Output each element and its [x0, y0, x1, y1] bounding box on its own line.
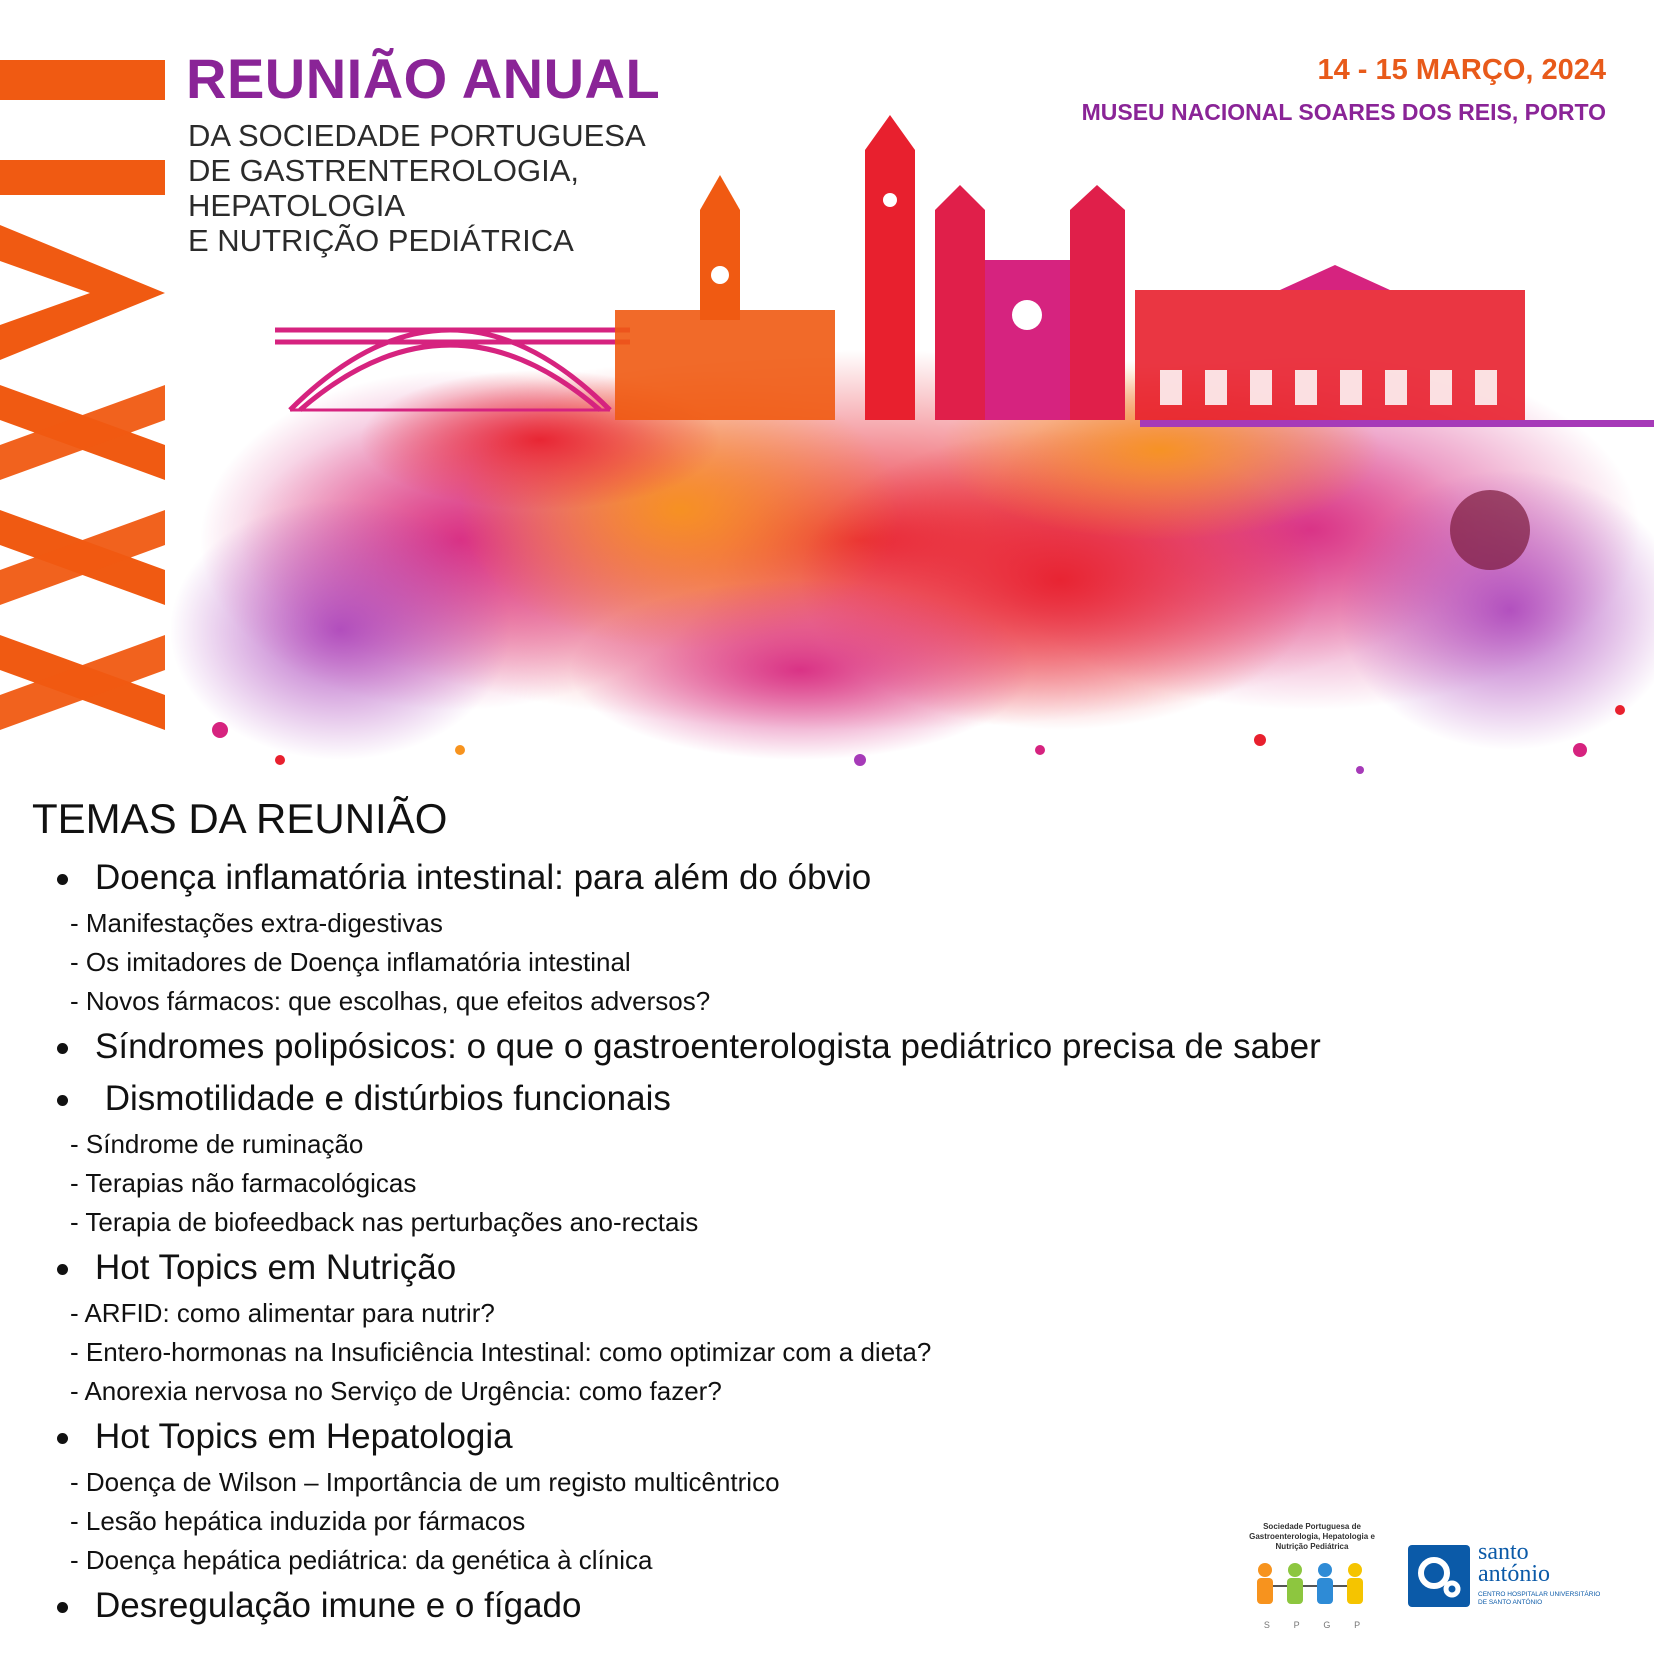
topic-title: Hot Topics em Nutrição	[95, 1248, 457, 1287]
santo-antonio-icon	[1408, 1545, 1470, 1607]
spgp-logo	[1242, 1522, 1382, 1630]
subtitle-line: DE GASTRENTEROLOGIA,	[188, 153, 580, 188]
event-date: 14 - 15 MARÇO, 2024	[1317, 54, 1606, 86]
subtopic: - Manifestações extra-digestivas	[70, 908, 443, 938]
topic-item	[0, 852, 1654, 1021]
museum-illustration	[1135, 265, 1654, 427]
santo-antonio-logo	[1408, 1539, 1648, 1615]
spgp-letter: P	[1354, 1620, 1361, 1630]
bullet-icon	[57, 1602, 68, 1613]
spgp-letter: G	[1323, 1620, 1331, 1630]
themes-title: TEMAS DA REUNIÃO	[32, 795, 448, 842]
subtopic: - Síndrome de ruminação	[70, 1129, 364, 1159]
event-title: REUNIÃO ANUAL	[186, 47, 661, 110]
santo-antonio-name	[1478, 1541, 1588, 1585]
topic-item	[0, 1242, 1654, 1411]
cathedral-illustration	[935, 185, 1125, 420]
bullet-icon	[57, 1264, 68, 1275]
event-venue: MUSEU NACIONAL SOARES DOS REIS, PORTO	[1081, 99, 1606, 125]
spgp-letter: P	[1293, 1620, 1300, 1630]
spgp-figures-icon	[1247, 1558, 1377, 1618]
subtopic: - Os imitadores de Doença inflamatória intestinal	[70, 947, 631, 977]
bullet-icon	[57, 1095, 68, 1106]
topic-title: Doença inflamatória intestinal: para além do óbvio	[95, 858, 872, 897]
bullet-icon	[57, 1043, 68, 1054]
subtopic: - Lesão hepática induzida por fármacos	[70, 1506, 526, 1536]
bullet-icon	[57, 1433, 68, 1444]
bullet-icon	[57, 874, 68, 885]
topic-title: Dismotilidade e distúrbios funcionais	[95, 1079, 671, 1118]
spgp-name: Sociedade Portuguesa de Gastroenterologia, Hepatologia e Nutrição Pediátrica	[1249, 1522, 1375, 1551]
subtopic: - ARFID: como alimentar para nutrir?	[70, 1298, 495, 1328]
topic-title: Desregulação imune e o fígado	[95, 1586, 582, 1625]
santo-antonio-subtext: CENTRO HOSPITALAR UNIVERSITÁRIO DE SANTO ANTÓNIO	[1478, 1591, 1601, 1606]
santo-antonio-wordmark: santo antónio	[1478, 1539, 1550, 1587]
subtitle-line: DA SOCIEDADE PORTUGUESA	[188, 118, 646, 153]
subtopic: - Novos fármacos: que escolhas, que efeitos adversos?	[70, 986, 711, 1016]
porto-skyline-illustration	[160, 110, 1654, 800]
sponsor-logos	[1238, 1490, 1654, 1654]
subtopic: - Entero-hormonas na Insuficiência Intestinal: como optimizar com a dieta?	[70, 1337, 932, 1367]
subtitle-line: HEPATOLOGIA	[188, 188, 406, 223]
city-hall-illustration	[615, 175, 835, 420]
topic-item	[0, 1021, 1654, 1073]
subtitle-line: E NUTRIÇÃO PEDIÁTRICA	[188, 223, 574, 258]
topic-title: Hot Topics em Hepatologia	[95, 1417, 513, 1456]
roman-numeral-xxxvi	[0, 55, 165, 745]
subtopic: - Doença de Wilson – Importância de um registo multicêntrico	[70, 1467, 780, 1497]
subtopic: - Anorexia nervosa no Serviço de Urgência: como fazer?	[70, 1376, 722, 1406]
spgp-letter: S	[1263, 1620, 1270, 1630]
subtopic: - Doença hepática pediátrica: da genética à clínica	[70, 1545, 653, 1575]
topic-item	[0, 1073, 1654, 1242]
santo-antonio-subtitle	[1478, 1591, 1608, 1607]
clerigos-tower-illustration	[865, 115, 915, 420]
subtopic: - Terapia de biofeedback nas perturbações ano-rectais	[70, 1207, 699, 1237]
topic-title: Síndromes polipósicos: o que o gastroenterologista pediátrico precisa de saber	[95, 1027, 1321, 1066]
subtopic: - Terapias não farmacológicas	[70, 1168, 417, 1198]
